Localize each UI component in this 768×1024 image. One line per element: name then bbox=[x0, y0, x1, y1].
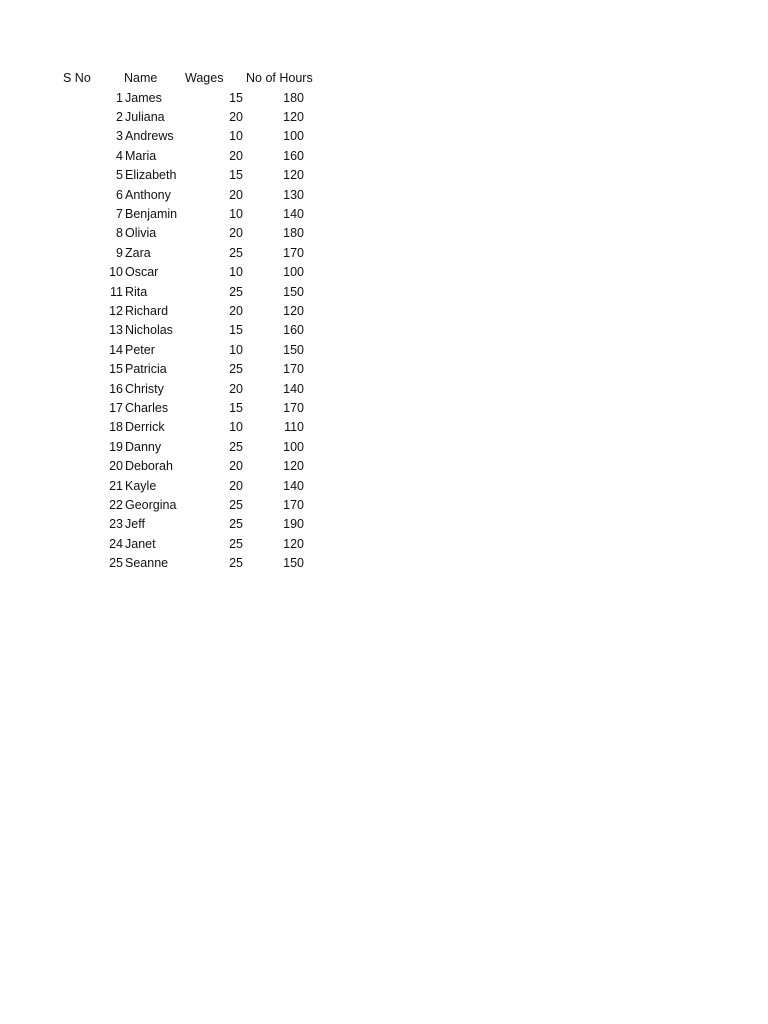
cell-s-no[interactable]: 10 bbox=[109, 265, 123, 280]
cell-s-no[interactable]: 21 bbox=[109, 478, 123, 493]
cell-no-of-hours[interactable]: 140 bbox=[283, 381, 304, 396]
cell-wages[interactable]: 20 bbox=[229, 478, 243, 493]
cell-s-no[interactable]: 25 bbox=[109, 556, 123, 571]
cell-name[interactable]: Patricia bbox=[125, 362, 167, 377]
cell-no-of-hours[interactable]: 100 bbox=[283, 439, 304, 454]
cell-s-no[interactable]: 16 bbox=[109, 381, 123, 396]
cell-name[interactable]: Janet bbox=[125, 536, 156, 551]
cell-no-of-hours[interactable]: 150 bbox=[283, 284, 304, 299]
cell-no-of-hours[interactable]: 150 bbox=[283, 342, 304, 357]
table-row bbox=[0, 263, 768, 282]
cell-name[interactable]: Elizabeth bbox=[125, 168, 177, 183]
cell-no-of-hours[interactable]: 120 bbox=[283, 168, 304, 183]
cell-no-of-hours[interactable]: 120 bbox=[283, 110, 304, 124]
header-name[interactable]: Name bbox=[124, 71, 158, 85]
table-row bbox=[0, 477, 768, 496]
cell-s-no[interactable]: 2 bbox=[116, 110, 123, 124]
cell-name[interactable]: Deborah bbox=[125, 459, 173, 474]
cell-wages[interactable]: 10 bbox=[229, 342, 243, 357]
cell-name[interactable]: Andrews bbox=[125, 129, 174, 144]
cell-s-no[interactable]: 3 bbox=[116, 129, 123, 144]
cell-no-of-hours[interactable]: 140 bbox=[283, 478, 304, 493]
cell-no-of-hours[interactable]: 180 bbox=[283, 226, 304, 241]
cell-name[interactable]: Maria bbox=[125, 148, 157, 163]
cell-s-no[interactable]: 1 bbox=[116, 90, 123, 105]
cell-no-of-hours[interactable]: 120 bbox=[283, 304, 304, 318]
cell-s-no[interactable]: 12 bbox=[109, 304, 123, 318]
table-row bbox=[0, 515, 768, 534]
table-row bbox=[0, 244, 768, 263]
cell-name[interactable]: Juliana bbox=[125, 110, 165, 124]
cell-s-no[interactable]: 4 bbox=[116, 148, 123, 163]
cell-wages[interactable]: 10 bbox=[229, 207, 243, 221]
cell-no-of-hours[interactable]: 170 bbox=[283, 401, 304, 415]
table-row bbox=[0, 535, 768, 554]
cell-no-of-hours[interactable]: 100 bbox=[283, 129, 304, 144]
cell-name[interactable]: Charles bbox=[125, 401, 169, 415]
table-header-row bbox=[0, 69, 768, 88]
table-row bbox=[0, 438, 768, 457]
table-row bbox=[0, 554, 768, 573]
cell-s-no[interactable]: 6 bbox=[116, 187, 123, 202]
table-row bbox=[0, 283, 768, 302]
table-row bbox=[0, 205, 768, 224]
cell-wages[interactable]: 25 bbox=[229, 517, 243, 532]
cell-no-of-hours[interactable]: 100 bbox=[283, 265, 304, 280]
cell-s-no[interactable]: 15 bbox=[109, 362, 123, 377]
cell-name[interactable]: Richard bbox=[125, 304, 169, 318]
table-row bbox=[0, 341, 768, 360]
table-row bbox=[0, 108, 768, 127]
cell-name[interactable]: Oscar bbox=[125, 265, 159, 280]
cell-wages[interactable]: 10 bbox=[229, 265, 243, 280]
cell-no-of-hours[interactable]: 150 bbox=[283, 556, 304, 571]
header-wages[interactable]: Wages bbox=[185, 71, 224, 85]
cell-no-of-hours[interactable]: 170 bbox=[283, 498, 304, 512]
cell-wages[interactable]: 15 bbox=[229, 323, 243, 338]
cell-no-of-hours[interactable]: 110 bbox=[284, 420, 304, 435]
cell-s-no[interactable]: 19 bbox=[109, 439, 123, 454]
cell-wages[interactable]: 20 bbox=[229, 304, 243, 318]
cell-name[interactable]: Georgina bbox=[125, 498, 177, 512]
table-row bbox=[0, 147, 768, 166]
table-row bbox=[0, 418, 768, 437]
cell-no-of-hours[interactable]: 180 bbox=[283, 90, 304, 105]
cell-wages[interactable]: 25 bbox=[229, 536, 243, 551]
cell-s-no[interactable]: 20 bbox=[109, 459, 123, 474]
cell-s-no[interactable]: 11 bbox=[110, 284, 123, 299]
cell-s-no[interactable]: 17 bbox=[109, 401, 123, 415]
cell-wages[interactable]: 20 bbox=[229, 459, 243, 474]
cell-s-no[interactable]: 5 bbox=[116, 168, 123, 183]
table-row bbox=[0, 457, 768, 476]
cell-name[interactable]: Nicholas bbox=[125, 323, 173, 338]
cell-wages[interactable]: 20 bbox=[229, 381, 243, 396]
cell-s-no[interactable]: 9 bbox=[116, 245, 123, 260]
cell-s-no[interactable]: 24 bbox=[109, 536, 123, 551]
table-row bbox=[0, 127, 768, 146]
table-row bbox=[0, 399, 768, 418]
cell-wages[interactable]: 20 bbox=[229, 110, 243, 124]
cell-wages[interactable]: 20 bbox=[229, 226, 243, 241]
cell-wages[interactable]: 15 bbox=[229, 90, 243, 105]
cell-s-no[interactable]: 22 bbox=[109, 498, 123, 512]
cell-name[interactable]: Jeff bbox=[125, 517, 145, 532]
cell-name[interactable]: Danny bbox=[125, 439, 162, 454]
cell-s-no[interactable]: 13 bbox=[109, 323, 123, 338]
table-row bbox=[0, 496, 768, 515]
cell-wages[interactable]: 20 bbox=[229, 148, 243, 163]
cell-wages[interactable]: 25 bbox=[229, 556, 243, 571]
table-row bbox=[0, 166, 768, 185]
cell-wages[interactable]: 10 bbox=[229, 420, 243, 435]
cell-name[interactable]: Derrick bbox=[125, 420, 165, 435]
cell-name[interactable]: Olivia bbox=[125, 226, 157, 241]
table-row bbox=[0, 321, 768, 340]
cell-wages[interactable]: 25 bbox=[229, 362, 243, 377]
cell-wages[interactable]: 25 bbox=[229, 245, 243, 260]
table-row bbox=[0, 224, 768, 243]
cell-name[interactable]: Zara bbox=[125, 245, 151, 260]
table-row bbox=[0, 360, 768, 379]
cell-s-no[interactable]: 8 bbox=[116, 226, 123, 241]
cell-s-no[interactable]: 7 bbox=[116, 207, 123, 221]
cell-s-no[interactable]: 18 bbox=[109, 420, 123, 435]
cell-name[interactable]: Rita bbox=[125, 284, 148, 299]
cell-name[interactable]: James bbox=[125, 90, 162, 105]
cell-wages[interactable]: 15 bbox=[229, 401, 243, 415]
cell-no-of-hours[interactable]: 120 bbox=[283, 459, 304, 474]
cell-no-of-hours[interactable]: 140 bbox=[283, 207, 304, 221]
cell-name[interactable]: Kayle bbox=[125, 478, 157, 493]
cell-no-of-hours[interactable]: 170 bbox=[283, 362, 304, 377]
cell-wages[interactable]: 10 bbox=[229, 129, 243, 144]
cell-name[interactable]: Seanne bbox=[125, 556, 169, 571]
table-row bbox=[0, 302, 768, 321]
cell-no-of-hours[interactable]: 170 bbox=[283, 245, 304, 260]
table-row bbox=[0, 89, 768, 108]
cell-wages[interactable]: 25 bbox=[229, 498, 243, 512]
cell-name[interactable]: Anthony bbox=[125, 187, 171, 202]
cell-name[interactable]: Christy bbox=[125, 381, 164, 396]
cell-name[interactable]: Peter bbox=[125, 342, 155, 357]
cell-wages[interactable]: 15 bbox=[229, 168, 243, 183]
header-s-no[interactable]: S No bbox=[63, 71, 91, 85]
cell-wages[interactable]: 25 bbox=[229, 284, 243, 299]
cell-s-no[interactable]: 14 bbox=[109, 342, 123, 357]
cell-s-no[interactable]: 23 bbox=[109, 517, 123, 532]
cell-name[interactable]: Benjamin bbox=[125, 207, 178, 221]
cell-no-of-hours[interactable]: 190 bbox=[283, 517, 304, 532]
table-row bbox=[0, 186, 768, 205]
cell-no-of-hours[interactable]: 120 bbox=[283, 536, 304, 551]
cell-no-of-hours[interactable]: 160 bbox=[283, 323, 304, 338]
cell-wages[interactable]: 20 bbox=[229, 187, 243, 202]
cell-no-of-hours[interactable]: 130 bbox=[283, 187, 304, 202]
header-no-of-hours[interactable]: No of Hours bbox=[246, 71, 313, 85]
cell-no-of-hours[interactable]: 160 bbox=[283, 148, 304, 163]
table-row bbox=[0, 380, 768, 399]
cell-wages[interactable]: 25 bbox=[229, 439, 243, 454]
